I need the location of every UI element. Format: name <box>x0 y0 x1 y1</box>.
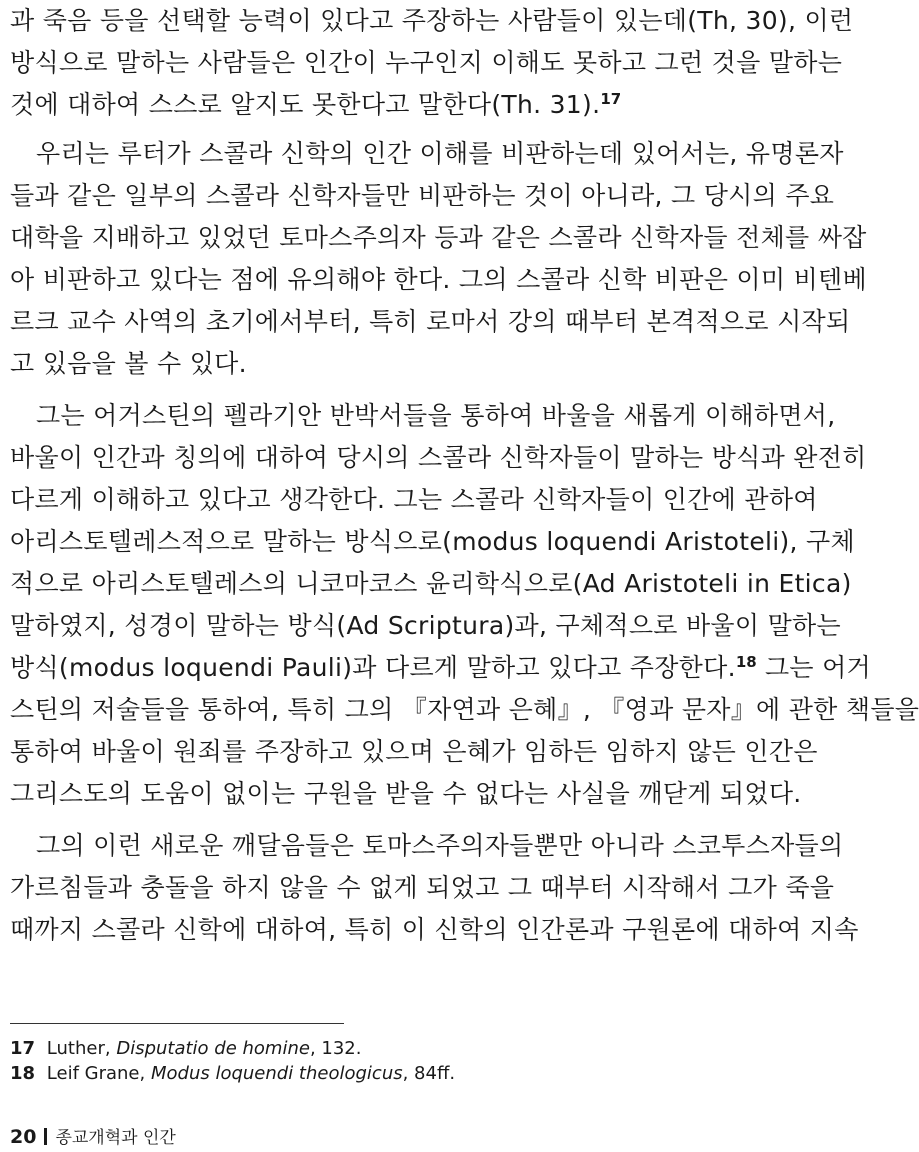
body-line: 때까지 스콜라 신학에 대하여, 특히 이 신학의 인간론과 구원론에 대하여 지속 <box>10 915 859 944</box>
page-number: 20 <box>10 1126 37 1148</box>
body-line: 가르침들과 충돌을 하지 않을 수 없게 되었고 그 때부터 시작해서 그가 죽을 <box>10 873 835 902</box>
footer-separator <box>44 1128 47 1145</box>
paragraph-first-line: 우리는 루터가 스콜라 신학의 인간 이해를 비판하는데 있어서는, 유명론자 <box>36 139 844 168</box>
body-line: 다르게 이해하고 있다고 생각한다. 그는 스콜라 신학자들이 인간에 관하여 <box>10 485 818 514</box>
page-footer <box>10 1124 176 1150</box>
footnote-rest: , 132. <box>309 1038 362 1059</box>
body-line: 통하여 바울이 원죄를 주장하고 있으며 은혜가 임하든 임하지 않든 인간은 <box>10 737 818 766</box>
body-line: 적으로 아리스토텔레스의 니코마코스 윤리학식으로(Ad Aristoteli in Etica) <box>10 569 852 598</box>
running-title: 종교개혁과 인간 <box>55 1128 176 1148</box>
footnote-number: 18 <box>10 1063 36 1084</box>
footnote-ref-17: 17 <box>600 90 622 108</box>
body-line: 르크 교수 사역의 초기에서부터, 특히 로마서 강의 때부터 본격적으로 시작되 <box>10 307 851 336</box>
footnote-author: Leif Grane, <box>46 1063 146 1084</box>
body-line-text: 것에 대하여 스스로 알지도 못한다고 말한다(Th. 31). <box>10 90 601 119</box>
footnote-divider <box>10 1023 344 1024</box>
body-line: 들과 같은 일부의 스콜라 신학자들만 비판하는 것이 아니라, 그 당시의 주요 <box>10 181 835 210</box>
body-line: 말하였지, 성경이 말하는 방식(Ad Scriptura)과, 구체적으로 바울이 말하는 <box>10 611 841 640</box>
body-line: 그리스도의 도움이 없이는 구원을 받을 수 없다는 사실을 깨닫게 되었다. <box>10 779 802 808</box>
body-line <box>10 84 790 126</box>
body-line: 고 있음을 볼 수 있다. <box>10 349 247 378</box>
body-line: 스틴의 저술들을 통하여, 특히 그의 『자연과 은혜』, 『영과 문자』에 관한 책들을 <box>10 695 919 724</box>
paragraph-first-line: 그는 어거스틴의 펠라기안 반박서들을 통하여 바울을 새롭게 이해하면서, <box>36 401 836 430</box>
body-line: 아 비판하고 있다는 점에 유의해야 한다. 그의 스콜라 신학 비판은 이미 비텐베 <box>10 265 867 294</box>
body-line: 과 죽음 등을 선택할 능력이 있다고 주장하는 사람들이 있는데(Th, 30), 이런 <box>10 6 854 35</box>
footnote-author: Luther, <box>46 1038 111 1059</box>
body-line: 대학을 지배하고 있었던 토마스주의자 등과 같은 스콜라 신학자들 전체를 싸잡 <box>10 223 867 252</box>
body-line-text: 방식(modus loquendi Pauli)과 다르게 말하고 있다고 주장한다. <box>10 653 736 682</box>
footnote-18 <box>10 1062 455 1086</box>
paragraph-first-line: 그의 이런 새로운 깨달음들은 토마스주의자들뿐만 아니라 스코투스자들의 <box>36 831 844 860</box>
footnote-17 <box>10 1037 361 1061</box>
footnote-title: Disputatio de homine <box>116 1038 310 1059</box>
footnote-title: Modus loquendi theologicus <box>150 1063 403 1084</box>
body-line-text: 그는 어거 <box>756 653 871 682</box>
body-line: 바울이 인간과 칭의에 대하여 당시의 스콜라 신학자들이 말하는 방식과 완전히 <box>10 443 867 472</box>
footnote-rest: , 84ff. <box>402 1063 456 1084</box>
footnote-ref-18: 18 <box>735 653 757 671</box>
footnote-number: 17 <box>10 1038 36 1059</box>
body-line <box>10 647 871 689</box>
body-line: 방식으로 말하는 사람들은 인간이 누구인지 이해도 못하고 그런 것을 말하는 <box>10 48 843 77</box>
body-line: 아리스토텔레스적으로 말하는 방식으로(modus loquendi Aristoteli), 구체 <box>10 527 855 556</box>
